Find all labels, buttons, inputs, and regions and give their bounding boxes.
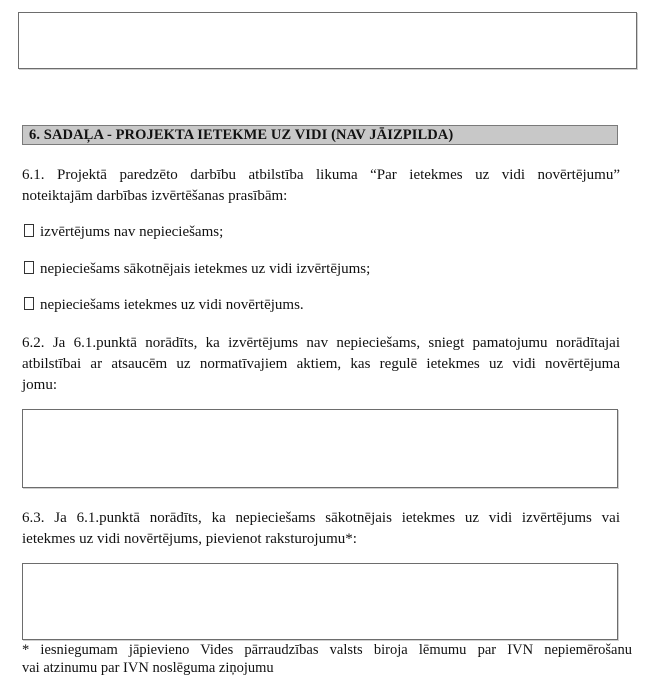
option-impact-assessment-needed[interactable] [22,295,304,315]
checkbox-icon[interactable] [24,261,34,274]
section-6-header [22,125,618,145]
option-initial-assessment-needed[interactable] [22,259,370,279]
question-6-2-line-1: 6.2. Ja 6.1.punktā norādīts, ka izvērtējums nav nepieciešams, sniegt pamatojumu norādītajai [22,335,620,351]
question-6-2-line-3: jomu: [22,377,58,393]
description-text-box[interactable] [22,563,618,640]
option-assessment-not-needed[interactable] [22,222,223,242]
question-6-3-line-1: 6.3. Ja 6.1.punktā norādīts, ka nepieciešams sākotnējais ietekmes uz vidi izvērtējums vai [22,510,620,526]
option-label: izvērtējums nav nepieciešams; [40,224,224,240]
option-label: nepieciešams sākotnējais ietekmes uz vidi izvērtējums; [40,261,371,277]
checkbox-icon[interactable] [24,224,34,237]
checkbox-icon[interactable] [24,297,34,310]
question-6-1 [22,165,620,207]
footnote [22,641,632,677]
question-6-3-line-2: ietekmes uz vidi novērtējums, pievienot raksturojumu*: [22,531,357,547]
footnote-line-1: * iesniegumam jāpievieno Vides pārraudzības valsts biroja lēmumu par IVN nepiemērošanu [22,642,632,658]
question-6-1-line-2: noteiktajām darbības izvērtēšanas prasībām: [22,188,288,204]
previous-section-text-box[interactable] [18,12,637,69]
justification-text-box[interactable] [22,409,618,488]
option-label: nepieciešams ietekmes uz vidi novērtējums. [40,297,304,313]
question-6-2 [22,333,620,396]
question-6-1-line-1: 6.1. Projektā paredzēto darbību atbilstība likuma “Par ietekmes uz vidi novērtējumu” [22,167,620,183]
question-6-3 [22,508,620,550]
section-6-title: 6. SADAĻA - PROJEKTA IETEKME UZ VIDI (NAV JĀIZPILDA) [29,127,454,143]
question-6-2-line-2: atbilstībai ar atsaucēm uz normatīvajiem aktiem, kas regulē ietekmes uz vidi novērtējuma [22,356,620,372]
footnote-line-2: vai atzinumu par IVN noslēguma ziņojumu [22,660,274,676]
